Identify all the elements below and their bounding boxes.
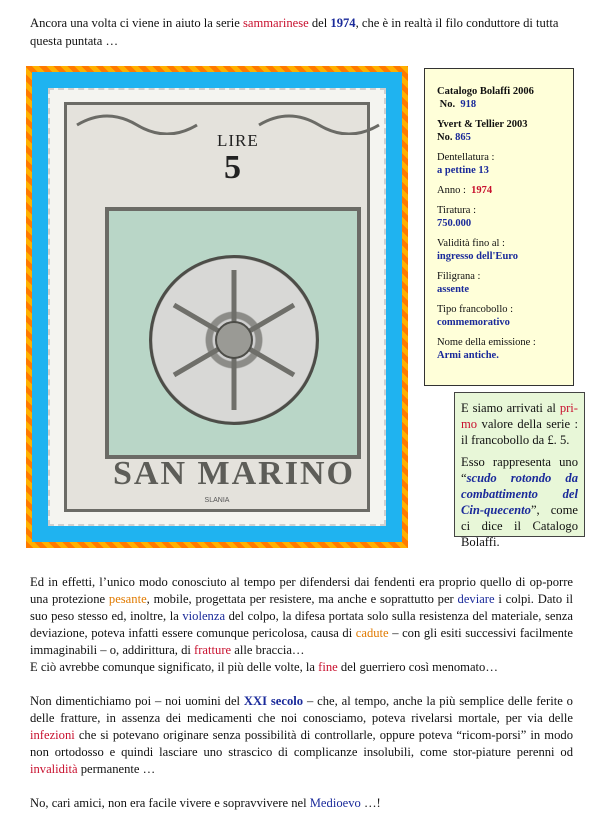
body-paragraph: Non dimentichiamo poi – noi uomini del XXI secolo – che, al tempo, anche la più semplice delle ferite o delle fratture, in assenza dei medicamenti che noi conosciamo, poteva rivelarsi mortale, per via delle infezioni che si potevano originare senza possibilità di controllarle, oppure poteva “ricom-porsi” in modo non ortodosso e quindi lasciare uno strascico di complicanze insolubili, come stor-piature perenni od invalidità permanente … [30,694,573,776]
shield-spokes-icon [152,258,316,422]
yvert-number: 865 [455,132,471,143]
intro-text: , che è in realtà il filo conduttore di tutta questa puntata … [30,16,559,48]
tipo-value: commemorativo [437,317,510,328]
round-shield-icon [149,255,319,425]
stamp-backing [32,72,402,542]
stamp-value: 5 [224,149,241,186]
validita-label: Validità fino al : [437,238,505,249]
highlight-fine: fine [318,660,338,674]
intro-paragraph [30,14,575,50]
catalog-yvert [437,118,565,144]
tiratura-value: 750.000 [437,218,472,229]
body-text [30,574,573,829]
description-paragraph: E siamo arrivati al pri-mo valore della serie : il francobollo da £. 5. [461,401,578,447]
bolaffi-number: 918 [460,99,477,110]
catalog-tiratura [437,204,565,230]
description-paragraph: Esso rappresenta uno “scudo rotondo da combattimento del Cin-quecento”, come ci dice il Catalogo Bolaffi. [461,455,578,549]
yvert-no-label: No. [437,132,453,143]
stamp-country: SAN MARINO [113,455,355,492]
catalog-tipo [437,303,565,329]
anno-label: Anno : [437,185,466,196]
stamp-image [48,88,386,526]
stamp-engraver: SLANIA [204,497,230,504]
catalog-emissione [437,336,565,362]
catalog-info-box [424,68,574,386]
highlight-invalidita: invalidità [30,762,78,776]
highlight-fratture: fratture [194,643,232,657]
highlight-violenza: violenza [182,609,226,623]
intro-year: 1974 [330,16,356,30]
stamp-frame [26,66,408,548]
intro-text: Ancora una volta ci viene in aiuto la serie [30,16,243,30]
intro-text: del [308,16,331,30]
yvert-label: Yvert & Tellier 2003 [437,119,528,130]
dentellatura-value: a pettine 13 [437,165,489,176]
stamp-design [64,102,370,512]
emissione-label: Nome della emissione : [437,337,536,348]
catalog-anno [437,184,565,197]
catalog-validita [437,237,565,263]
stamp-currency: LIRE [217,131,259,150]
catalog-bolaffi [437,85,565,111]
highlight-xxi-secolo: XXI secolo [243,694,304,708]
stamp-field [105,207,361,459]
body-paragraph: No, cari amici, non era facile vivere e sopravvivere nel Medioevo …! [30,796,381,810]
highlight-pesante: pesante [108,592,147,606]
intro-highlight: sammarinese [242,16,309,30]
bolaffi-label: Catalogo Bolaffi 2006 [437,86,534,97]
shield-description: scudo rotondo da combattimento del Cin-quecento [461,471,578,517]
description-box [454,392,585,549]
highlight-deviare: deviare [457,592,495,606]
highlight-infezioni: infezioni [30,728,75,742]
validita-value: ingresso dell'Euro [437,251,519,262]
emissione-value: Armi antiche. [437,350,499,361]
highlight-cadute: cadute [355,626,389,640]
anno-value: 1974 [471,185,493,196]
dentellatura-label: Dentellatura : [437,152,495,163]
tiratura-label: Tiratura : [437,205,476,216]
highlight-medioevo: Medioevo [309,796,361,810]
catalog-filigrana [437,270,565,296]
filigrana-value: assente [437,284,470,295]
bolaffi-no-label: No. [439,99,456,110]
filigrana-label: Filigrana : [437,271,481,282]
tipo-label: Tipo francobollo : [437,304,514,315]
highlight-primo: pri-mo [461,401,578,431]
body-paragraph: Ed in effetti, l’unico modo conosciuto al tempo per difendersi dai fendenti era proprio quello di op-porre una protezione pesante, mobile, progettata per resistere, ma anche e soprattutto per deviare i colpi. Dato il suo peso stesso ed, inoltre, la violenza del colpo, la difesa portata solo sulla resistenza del materiale, senza deviazione, poteva infatti essere comunque pericolosa, causa di cadute – con gli esiti successivi facilmente immaginabili – o, addirittura, di fratture alle braccia… E ciò avrebbe comunque significato, il più delle volte, la fine del guerriero così menomato… [30,575,574,674]
catalog-dentellatura [437,151,565,177]
